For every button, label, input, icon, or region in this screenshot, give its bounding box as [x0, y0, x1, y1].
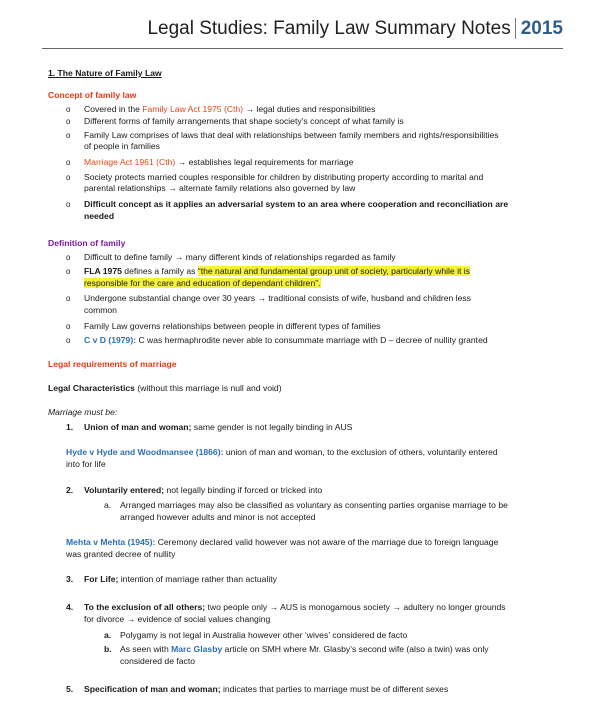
case-reference: Mehta v Mehta (1945): [66, 537, 156, 547]
case-note-continuation: was granted decree of nullity [66, 549, 176, 559]
header-rule [42, 48, 563, 49]
list-item: Specification of man and woman; indicates that parties to marriage must be of different sexes [84, 684, 449, 694]
concept-heading: Concept of family law [48, 90, 137, 100]
legal-characteristics: Legal Characteristics (without this marriage is null and void) [48, 383, 282, 393]
list-item: Voluntarily entered; not legally binding if forced or tricked into [84, 485, 323, 495]
bullet-icon: o [66, 173, 71, 182]
sub-item-label: b. [104, 644, 112, 654]
sub-item-continuation: considered de facto [120, 656, 196, 666]
list-item: FLA 1975 defines a family as “the natural and fundamental group unit of society, particularly while it is [84, 266, 470, 276]
list-item: Covered in the Family Law Act 1975 (Cth) → legal duties and responsibilities [84, 104, 376, 114]
page-header [147, 18, 563, 40]
list-item: Family Law comprises of laws that deal with relationships between family members and rights/responsibilities [84, 130, 499, 140]
sub-item: Polygamy is not legal in Australia however other ‘wives’ considered de facto [120, 630, 408, 640]
bullet-icon: o [66, 267, 71, 276]
page-title: Legal Studies: Family Law Summary Notes [147, 18, 511, 39]
bullet-icon: o [66, 105, 71, 114]
legal-requirements-heading: Legal requirements of marriage [48, 359, 177, 369]
bullet-icon: o [66, 253, 71, 262]
list-item: Union of man and woman; same gender is not legally binding in AUS [84, 422, 353, 432]
list-item: Difficult concept as it applies an adversarial system to an area where cooperation and reconciliation are [84, 199, 509, 209]
sub-item: As seen with Marc Glasby article on SMH where Mr. Glasby’s second wife (also a twin) was only [120, 644, 489, 654]
list-item: C v D (1979): C was hermaphrodite never able to consummate marriage with D – decree of nullity granted [84, 335, 488, 345]
list-item: For Life; intention of marriage rather than actuality [84, 574, 277, 584]
highlighted-quote: responsible for the care and education of dependant children”. [84, 278, 321, 288]
case-note: Hyde v Hyde and Woodmansee (1866): union of man and woman, to the exclusion of others, voluntarily entered [66, 447, 498, 457]
list-item-continuation [84, 278, 321, 289]
item-number: 2. [66, 485, 74, 495]
item-number: 1. [66, 422, 74, 432]
list-item-continuation: common [84, 305, 117, 315]
definition-heading: Definition of family [48, 238, 126, 248]
bullet-icon: o [66, 322, 71, 331]
list-item: Society protects married couples responsible for children by distributing property according to marital and [84, 172, 484, 182]
list-item-continuation: parental relationships → alternate family relations also governed by law [84, 183, 356, 193]
act-reference: Marriage Act 1961 (Cth) [84, 157, 176, 167]
marriage-must-be: Marriage must be: [48, 407, 118, 417]
list-item-continuation: of people in families [84, 141, 160, 151]
item-number: 5. [66, 684, 74, 694]
sub-item: Arranged marriages may also be classified as voluntary as consenting parties organise marriage to be [120, 500, 508, 510]
list-item: Family Law governs relationships between people in different types of families [84, 321, 381, 331]
list-item-continuation: for divorce → evidence of social values changing [84, 614, 271, 624]
case-note: Mehta v Mehta (1945): Ceremony declared valid however was not aware of the marriage due to foreign language [66, 537, 499, 547]
bullet-icon: o [66, 336, 71, 345]
bullet-icon: o [66, 294, 71, 303]
section-heading: 1. The Nature of Family Law [48, 68, 162, 78]
case-reference: Hyde v Hyde and Woodmansee (1866): [66, 447, 224, 457]
bullet-icon: o [66, 131, 71, 140]
sub-item-continuation: arranged however adults and minor is not accepted [120, 512, 316, 522]
page-year: 2015 [515, 18, 563, 39]
list-item: Undergone substantial change over 30 years → traditional consists of wife, husband and children less [84, 293, 471, 303]
list-item: To the exclusion of all others; two people only → AUS is monogamous society → adultery no longer grounds [84, 602, 506, 612]
bullet-icon: o [66, 200, 71, 209]
case-reference: C v D (1979): [84, 335, 137, 345]
person-reference: Marc Glasby [171, 644, 223, 654]
bullet-icon: o [66, 117, 71, 126]
item-number: 3. [66, 574, 74, 584]
bullet-icon: o [66, 158, 71, 167]
list-item: Marriage Act 1961 (Cth) → establishes legal requirements for marriage [84, 157, 354, 167]
item-number: 4. [66, 602, 74, 612]
sub-item-label: a. [104, 500, 112, 510]
highlighted-quote: “the natural and fundamental group unit of society, particularly while it is [197, 266, 470, 276]
case-note-continuation: into for life [66, 459, 106, 469]
list-item: Difficult to define family → many different kinds of relationships regarded as family [84, 252, 396, 262]
sub-item-label: a. [104, 630, 112, 640]
list-item-continuation: needed [84, 211, 115, 221]
list-item: Different forms of family arrangements that shape society’s concept of what family is [84, 116, 404, 126]
act-reference: Family Law Act 1975 (Cth) [142, 104, 244, 114]
